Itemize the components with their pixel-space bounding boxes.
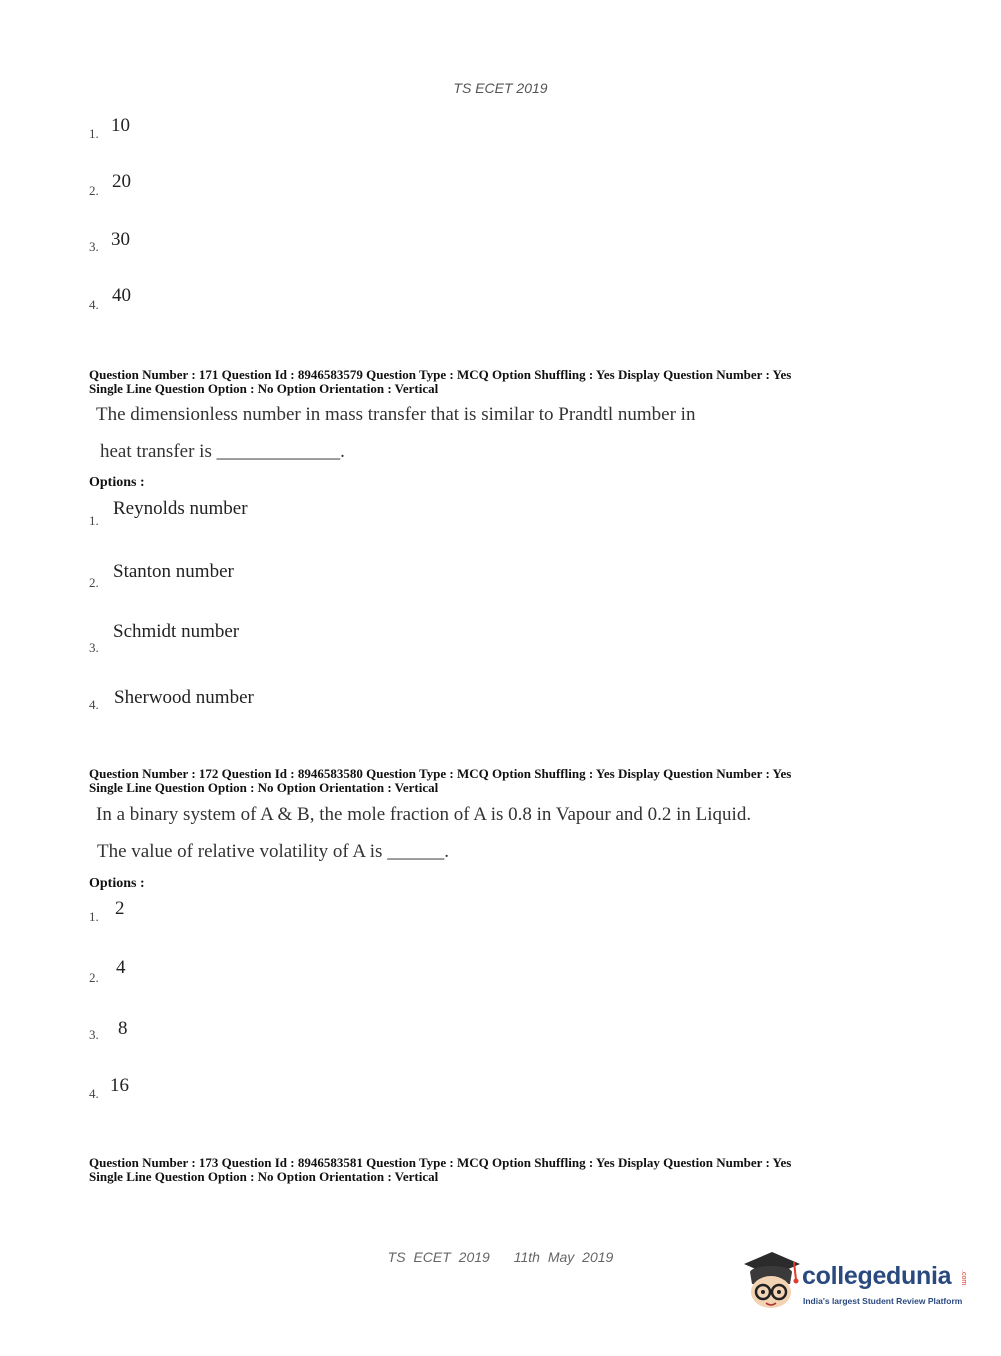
option-text: 10 bbox=[111, 115, 130, 136]
options-label: Options : bbox=[89, 475, 145, 490]
logo-name: collegedunia bbox=[802, 1262, 952, 1290]
page-header-title: TS ECET 2019 bbox=[453, 80, 548, 96]
option-text: 8 bbox=[118, 1018, 128, 1039]
question-meta-line2: Single Line Question Option : No Option Orientation : Vertical bbox=[89, 1169, 439, 1184]
question-meta-line2: Single Line Question Option : No Option Orientation : Vertical bbox=[89, 381, 439, 396]
option-number: 3. bbox=[89, 239, 99, 254]
question-meta-line1: Question Number : 173 Question Id : 8946583581 Question Type : MCQ Option Shuffling : Yes Display Question Number : Yes bbox=[89, 1155, 792, 1170]
footer-date: 11th May 2019 bbox=[513, 1249, 614, 1265]
footer-exam: TS ECET 2019 bbox=[387, 1249, 490, 1265]
question-meta-line2: Single Line Question Option : No Option Orientation : Vertical bbox=[89, 780, 439, 795]
collegedunia-logo bbox=[742, 1250, 972, 1320]
option-number: 4. bbox=[89, 297, 99, 312]
option-text: 4 bbox=[116, 957, 126, 978]
mascot-icon bbox=[742, 1250, 802, 1318]
option-number: 2. bbox=[89, 183, 99, 198]
options-label: Options : bbox=[89, 876, 145, 891]
question-meta-line1: Question Number : 172 Question Id : 8946583580 Question Type : MCQ Option Shuffling : Yes Display Question Number : Yes bbox=[89, 766, 792, 781]
question-meta-line1: Question Number : 171 Question Id : 8946583579 Question Type : MCQ Option Shuffling : Yes Display Question Number : Yes bbox=[89, 367, 792, 382]
question-text-line2: heat transfer is _____________. bbox=[100, 441, 345, 462]
option-number: 4. bbox=[89, 697, 99, 712]
option-text: 2 bbox=[115, 898, 125, 919]
option-number: 3. bbox=[89, 1027, 99, 1042]
option-text: Reynolds number bbox=[113, 498, 248, 519]
option-text: 40 bbox=[112, 285, 131, 306]
logo-tagline: India's largest Student Review Platform bbox=[803, 1296, 963, 1306]
option-text: 20 bbox=[112, 171, 131, 192]
option-text: Sherwood number bbox=[114, 687, 254, 708]
option-text: 30 bbox=[111, 229, 130, 250]
option-text: Schmidt number bbox=[113, 621, 240, 642]
option-number: 1. bbox=[89, 513, 99, 528]
question-text-line2: The value of relative volatility of A is ______. bbox=[97, 841, 449, 862]
option-number: 3. bbox=[89, 640, 99, 655]
option-number: 1. bbox=[89, 909, 99, 924]
option-number: 4. bbox=[89, 1086, 99, 1101]
option-number: 2. bbox=[89, 970, 99, 985]
question-text-line1: The dimensionless number in mass transfer that is similar to Prandtl number in bbox=[96, 404, 696, 425]
logo-com: .com bbox=[960, 1270, 967, 1286]
option-text: Stanton number bbox=[113, 561, 234, 582]
question-text-line1: In a binary system of A & B, the mole fraction of A is 0.8 in Vapour and 0.2 in Liquid. bbox=[96, 804, 752, 825]
option-number: 1. bbox=[89, 126, 99, 141]
option-number: 2. bbox=[89, 575, 99, 590]
option-text: 16 bbox=[110, 1075, 129, 1096]
